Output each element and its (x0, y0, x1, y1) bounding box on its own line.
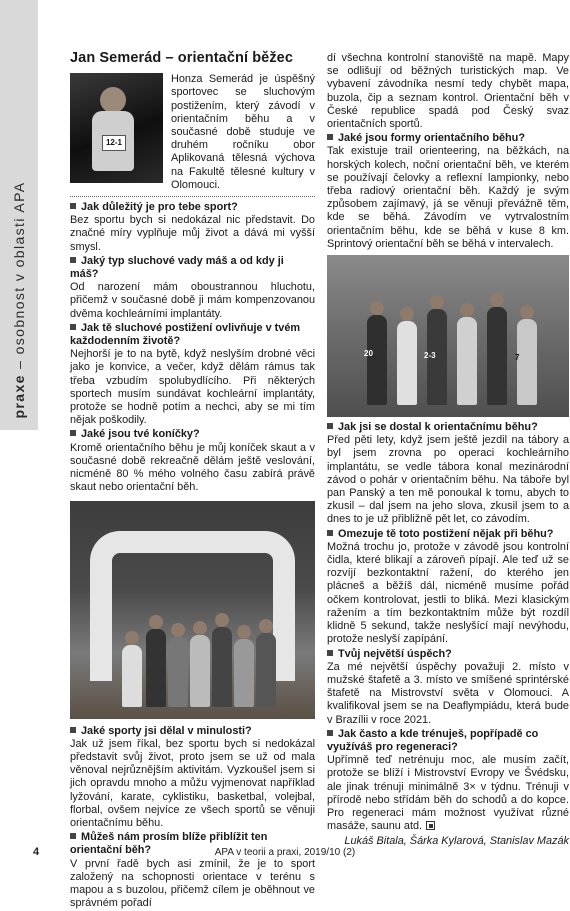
intro-text: Honza Semerád je úspěšný sportovec se sluchovým postižením, který závodí v orientačním běhu a v současné době studuje ve druhém ročníku obor Aplikovaná tělesná výchova na Fakultě tělesné kultury v Olomouci. (171, 73, 315, 191)
end-of-article-icon (426, 821, 435, 830)
section-sidebar (0, 0, 38, 430)
qa-list-left (70, 201, 315, 494)
portrait-photo: 12-1 (70, 73, 163, 183)
question: Jak tě sluchové postižení ovlivňuje v tvém každodenním životě? (70, 322, 315, 348)
journal-citation: APA v teorii a praxi, 2019/10 (2) (214, 847, 356, 858)
answer: Upřímně teď netrénuju moc, ale musím začít, protože se blíží i Mistrovství Evropy ve Švédsku, ale jinak trénuji minimálně 3× v týdnu. Trénuji v přírodě nebo střídám běh do schodů a do kopce. Pro regeneraci mám možnost využívat různé masáže, saunu atd. (327, 754, 569, 833)
question: Omezuje tě toto postižení nějak při běhu? (327, 528, 569, 541)
question: Jak důležitý je pro tebe sport? (70, 201, 315, 214)
left-column (70, 52, 315, 911)
question: Jaké jsou formy orientačního běhu? (327, 132, 569, 145)
question: Jaké sporty jsi dělal v minulosti? (70, 725, 315, 738)
answer: Od narození mám oboustrannou hluchotu, přičemž v současné době ji mám kompenzovanou dvěma kochleárními implantáty. (70, 281, 315, 320)
authors: Lukáš Bitala, Šárka Kylarová, Stanislav Mazák (344, 835, 569, 848)
question: Můžeš nám prosím blíže přiblížit ten orientační běh? (70, 831, 315, 857)
question: Jak jsi se dostal k orientačnímu běhu? (327, 421, 569, 434)
qa-list-right-bottom (327, 421, 569, 833)
right-column (327, 52, 569, 849)
question: Jak často a kde trénuješ, popřípadě co využíváš pro regeneraci? (327, 728, 569, 754)
answer: Kromě orientačního běhu je můj koníček skaut a v současné době rekreačně dělám ještě veslování, nicméně 80 % mého volného času zabírá právě skaut nebo orientační běh. (70, 441, 315, 494)
sidebar-label: praxe – osobnost v oblasti APA (11, 181, 27, 419)
answer: Nejhorší je to na bytě, když neslyším drobné věci jako je konvice, a večer, když dělám rámus tak třeba vzbudím spolubydlícího. Při některých sportech musím sundávat kochleární implantáty, protože se hodně potím a nechci, aby se mi tím nějak poškodily. (70, 348, 315, 427)
intro-block (70, 73, 315, 192)
page-number: 4 (33, 846, 40, 858)
continued-text: dí všechna kontrolní stanoviště na mapě. Mapy se odlišují od běžných turistických map. Ve vybavení závodníka nesmí tedy chybět mapa, buzola, čip a seznam kontrol. Orientační běh v České republice spadá pod Český svaz orientačních sportů. (327, 52, 569, 131)
question: Jaké jsou tvé koníčky? (70, 428, 315, 441)
team-photo-medals: 20 2-3 7 (327, 255, 569, 417)
answer: Jak už jsem říkal, bez sportu bych si nedokázal představit svůj život, proto jsem se už od mala věnoval nejrůznějším aktivitám. Vyzkoušel jsem si jich opravdu mnoho a můžu vyjmenovat například lyžování, karate, cyklistiku, basketbal, volejbal, florbal, ovšem nejvíce ze všech sportů se věnuji orientačnímu běhu. (70, 737, 315, 829)
question: Tvůj největší úspěch? (327, 648, 569, 661)
answer: Bez sportu bych si nedokázal nic představit. Do značné míry vyplňuje můj život a dává mi vyšší smysl. (70, 214, 315, 253)
team-photo-arch (70, 501, 315, 719)
answer: Za mé největší úspěchy považuji 2. místo v mužské štafetě a 3. místo ve smíšené sprintérské štafetě na Mistrovství světa v Olomouci. A kvalifikoval jsem se na Deaflympiádu, která bude v Brazílii v roce 2021. (327, 660, 569, 726)
answer: Před pěti lety, když jsem ještě jezdil na tábory a byl jsem zrovna po operaci kochleárního implantátu, se vedle tábora konal mezinárodní závod o pohár v orientačním běhu. Na táboře byl pan Panský a ten mě ponoukal k tomu, abych to zkusil – dal jsem na jeho slova, zkusil jsem to a dnes to je už přibližně pět let, co závodím. (327, 434, 569, 526)
question: Jaký typ sluchové vady máš a od kdy ji máš? (70, 255, 315, 281)
answer: Možná trochu jo, protože v závodě jsou kontrolní čidla, které blikají a zároveň pípají. Ale teď už se rozvíjí bezkontaktní ražení, do kterého jen plácneš a běžíš dál, nicméně musíme pořád očkem kontrolovat, jestli to bliká. Mezi klasickým ražením a tím bezkontaktním může být rozdíl klidně 5 sekund, takže neslyšící mají nevýhodu, protože neslyší zapípání. (327, 540, 569, 646)
answer: Tak existuje trail orienteering, na běžkách, na horských kolech, noční orientační běh, ve kterém se používají čelovky a reflexní lampionky, nebo třeba radiový orientační běh. Každý je svým způsobem zajímavý, já se věnuji převážně těm, kde se běhá. Závodím ve vytrvalostním orientačním běhu, kde se běhá v kuse 8 km. Sprintový orientační běh se běhá v intervalech. (327, 145, 569, 250)
answer: V první řadě bych asi zmínil, že je to sport založený na schopnosti orientace v terénu s mapou a s buzolou, přičemž cílem je oběhnout ve správném pořadí (70, 857, 315, 910)
qa-list-left-bottom (70, 725, 315, 911)
dotted-divider (70, 196, 315, 197)
article-title: Jan Semerád – orientační běžec (70, 50, 294, 66)
